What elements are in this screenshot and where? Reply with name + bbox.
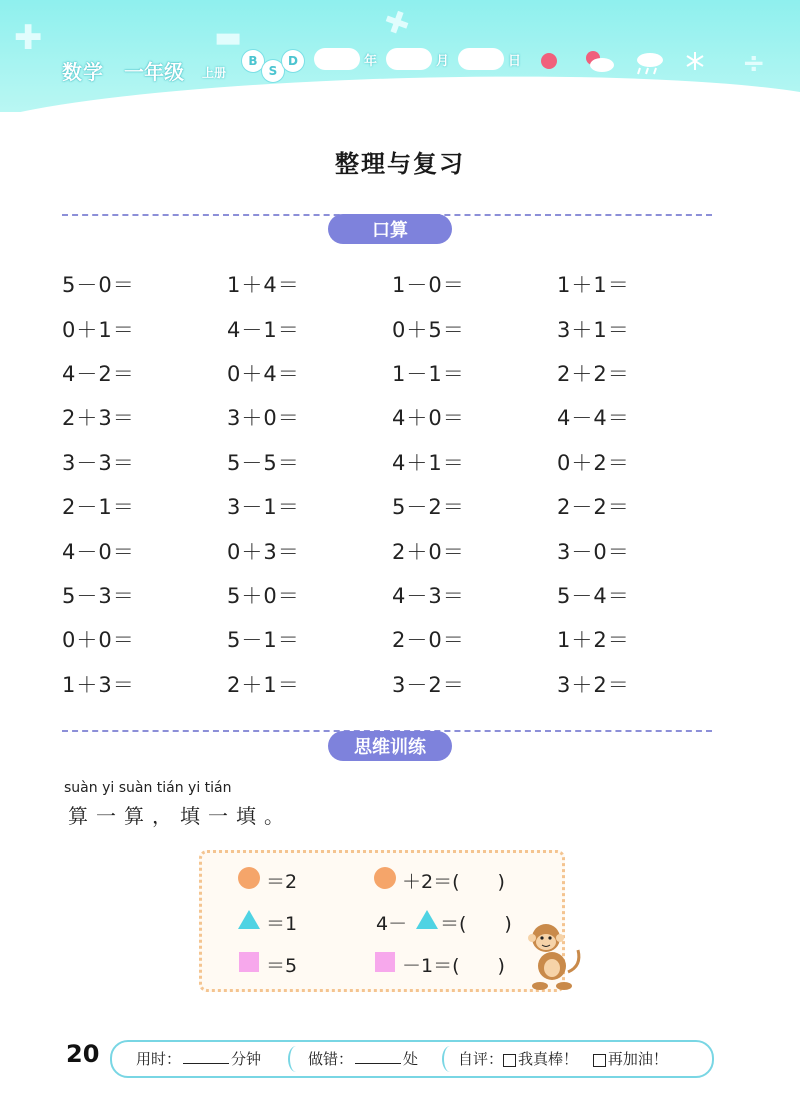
instruction-text: 算一算，填一填。 bbox=[68, 804, 292, 828]
problem-row bbox=[62, 617, 762, 661]
header-curve bbox=[0, 66, 800, 112]
year-field[interactable] bbox=[314, 48, 360, 70]
problem: 2＋0＝ bbox=[392, 539, 465, 564]
problem: 0＋3＝ bbox=[227, 539, 300, 564]
problem-row bbox=[62, 528, 762, 572]
problem: 1＋2＝ bbox=[557, 628, 630, 653]
problem-row bbox=[62, 262, 762, 306]
problem: 3＋0＝ bbox=[227, 406, 300, 431]
year-label: 年 bbox=[364, 54, 378, 69]
checkbox-try-harder[interactable] bbox=[593, 1054, 606, 1067]
snow-weather-icon[interactable] bbox=[684, 50, 706, 72]
volume-label: 上册 bbox=[202, 66, 227, 80]
problem: 5－5＝ bbox=[227, 450, 300, 475]
problem: 1－1＝ bbox=[392, 361, 465, 386]
square-shape-icon bbox=[375, 952, 395, 977]
problem: 3＋1＝ bbox=[557, 317, 630, 342]
errors-unit: 处 bbox=[403, 1050, 419, 1068]
problem: 5－2＝ bbox=[392, 495, 465, 520]
problem: 2＋1＝ bbox=[227, 672, 300, 697]
page-number: 20 bbox=[66, 1040, 100, 1068]
instruction-pinyin: suàn yi suàn tián yi tián bbox=[64, 780, 232, 796]
circle-shape-icon bbox=[374, 867, 396, 894]
publisher-letter-d: D bbox=[282, 50, 304, 72]
cloudy-weather-icon[interactable] bbox=[582, 50, 616, 74]
problem-row bbox=[62, 440, 762, 484]
puzzle-row-square bbox=[202, 949, 562, 979]
problem: 0＋4＝ bbox=[227, 361, 300, 386]
triangle-value: ＝1 bbox=[266, 912, 298, 935]
section-tab-label: 口算 bbox=[372, 220, 408, 241]
problem: 2－1＝ bbox=[62, 495, 135, 520]
footer-divider bbox=[442, 1046, 458, 1072]
problem-row bbox=[62, 351, 762, 395]
day-label: 日 bbox=[508, 54, 522, 69]
subject-label: 数学 bbox=[62, 60, 104, 84]
circle-shape-icon bbox=[238, 867, 260, 894]
problem-row bbox=[62, 395, 762, 439]
errors-blank[interactable] bbox=[355, 1049, 401, 1064]
checkbox-great[interactable] bbox=[503, 1054, 516, 1067]
publisher-letter-b: B bbox=[242, 50, 264, 72]
problem: 4－0＝ bbox=[62, 539, 135, 564]
errors-label: 做错： bbox=[308, 1050, 354, 1068]
grade-label: 一年级 bbox=[124, 60, 184, 84]
puzzle-row-circle bbox=[202, 865, 562, 895]
problem: 5＋0＝ bbox=[227, 583, 300, 608]
sun-weather-icon[interactable] bbox=[538, 50, 560, 72]
problem: 5－3＝ bbox=[62, 583, 135, 608]
errors-field[interactable] bbox=[308, 1048, 418, 1069]
footer-divider bbox=[288, 1046, 304, 1072]
self-eval-field bbox=[458, 1048, 668, 1069]
option-great: 我真棒！ bbox=[518, 1050, 579, 1068]
problem: 3＋2＝ bbox=[557, 672, 630, 697]
day-field[interactable] bbox=[458, 48, 504, 70]
divide-decoration-icon: ÷ bbox=[742, 46, 766, 79]
problem: 3－0＝ bbox=[557, 539, 630, 564]
self-eval-label: 自评： bbox=[458, 1050, 504, 1068]
footer-record-bar bbox=[110, 1040, 714, 1078]
problem: 2－2＝ bbox=[557, 495, 630, 520]
problem: 1＋3＝ bbox=[62, 672, 135, 697]
option-try-harder: 再加油！ bbox=[607, 1050, 668, 1068]
plus-decoration-icon: ✚ bbox=[14, 18, 43, 58]
section-tab-thinking bbox=[328, 731, 452, 761]
month-field[interactable] bbox=[386, 48, 432, 70]
month-label: 月 bbox=[436, 54, 450, 69]
problem: 0＋1＝ bbox=[62, 317, 135, 342]
page-header bbox=[0, 0, 800, 112]
square-value: ＝5 bbox=[266, 954, 298, 977]
publisher-letter-s: S bbox=[262, 60, 284, 82]
problem: 1＋1＝ bbox=[557, 273, 630, 298]
problem: 4－4＝ bbox=[557, 406, 630, 431]
problem: 4＋0＝ bbox=[392, 406, 465, 431]
time-label: 用时： bbox=[136, 1050, 182, 1068]
problem: 0＋0＝ bbox=[62, 628, 135, 653]
mental-math-grid bbox=[62, 262, 762, 706]
problem: 1＋4＝ bbox=[227, 273, 300, 298]
problem: 5－4＝ bbox=[557, 583, 630, 608]
shape-puzzle-box bbox=[199, 850, 565, 992]
problem: 3－3＝ bbox=[62, 450, 135, 475]
problem: 0＋2＝ bbox=[557, 450, 630, 475]
triangle-shape-icon bbox=[238, 910, 260, 934]
monkey-illustration-icon bbox=[524, 920, 584, 992]
triangle-question[interactable]: ＝( ) bbox=[440, 912, 512, 935]
rain-weather-icon[interactable] bbox=[632, 50, 666, 76]
problem-row bbox=[62, 306, 762, 350]
problem: 2＋2＝ bbox=[557, 361, 630, 386]
square-shape-icon bbox=[239, 952, 259, 977]
circle-value: ＝2 bbox=[266, 870, 298, 893]
section-tab-label: 思维训练 bbox=[354, 737, 426, 758]
page-title: 整理与复习 bbox=[335, 150, 465, 178]
triangle-shape-icon bbox=[416, 910, 438, 934]
minus-decoration-icon: ▬ bbox=[214, 20, 243, 55]
problem: 0＋5＝ bbox=[392, 317, 465, 342]
problem: 4－3＝ bbox=[392, 583, 465, 608]
problem: 1－0＝ bbox=[392, 273, 465, 298]
problem: 3－1＝ bbox=[227, 495, 300, 520]
time-blank[interactable] bbox=[183, 1049, 229, 1064]
problem: 3－2＝ bbox=[392, 672, 465, 697]
time-field[interactable] bbox=[136, 1048, 261, 1069]
section-tab-mental-math bbox=[328, 214, 452, 244]
problem: 2－0＝ bbox=[392, 628, 465, 653]
problem-row bbox=[62, 573, 762, 617]
problem: 4－2＝ bbox=[62, 361, 135, 386]
problem: 5－0＝ bbox=[62, 273, 135, 298]
problem-row bbox=[62, 662, 762, 706]
problem-row bbox=[62, 484, 762, 528]
multiply-decoration-icon: ✚ bbox=[378, 2, 415, 45]
triangle-question-prefix: 4－ bbox=[376, 912, 408, 935]
puzzle-row-triangle bbox=[202, 907, 562, 937]
circle-question[interactable]: ＋2＝( ) bbox=[402, 870, 505, 893]
problem: 5－1＝ bbox=[227, 628, 300, 653]
problem: 4－1＝ bbox=[227, 317, 300, 342]
square-question[interactable]: －1＝( ) bbox=[402, 954, 505, 977]
time-unit: 分钟 bbox=[231, 1050, 262, 1068]
problem: 4＋1＝ bbox=[392, 450, 465, 475]
problem: 2＋3＝ bbox=[62, 406, 135, 431]
